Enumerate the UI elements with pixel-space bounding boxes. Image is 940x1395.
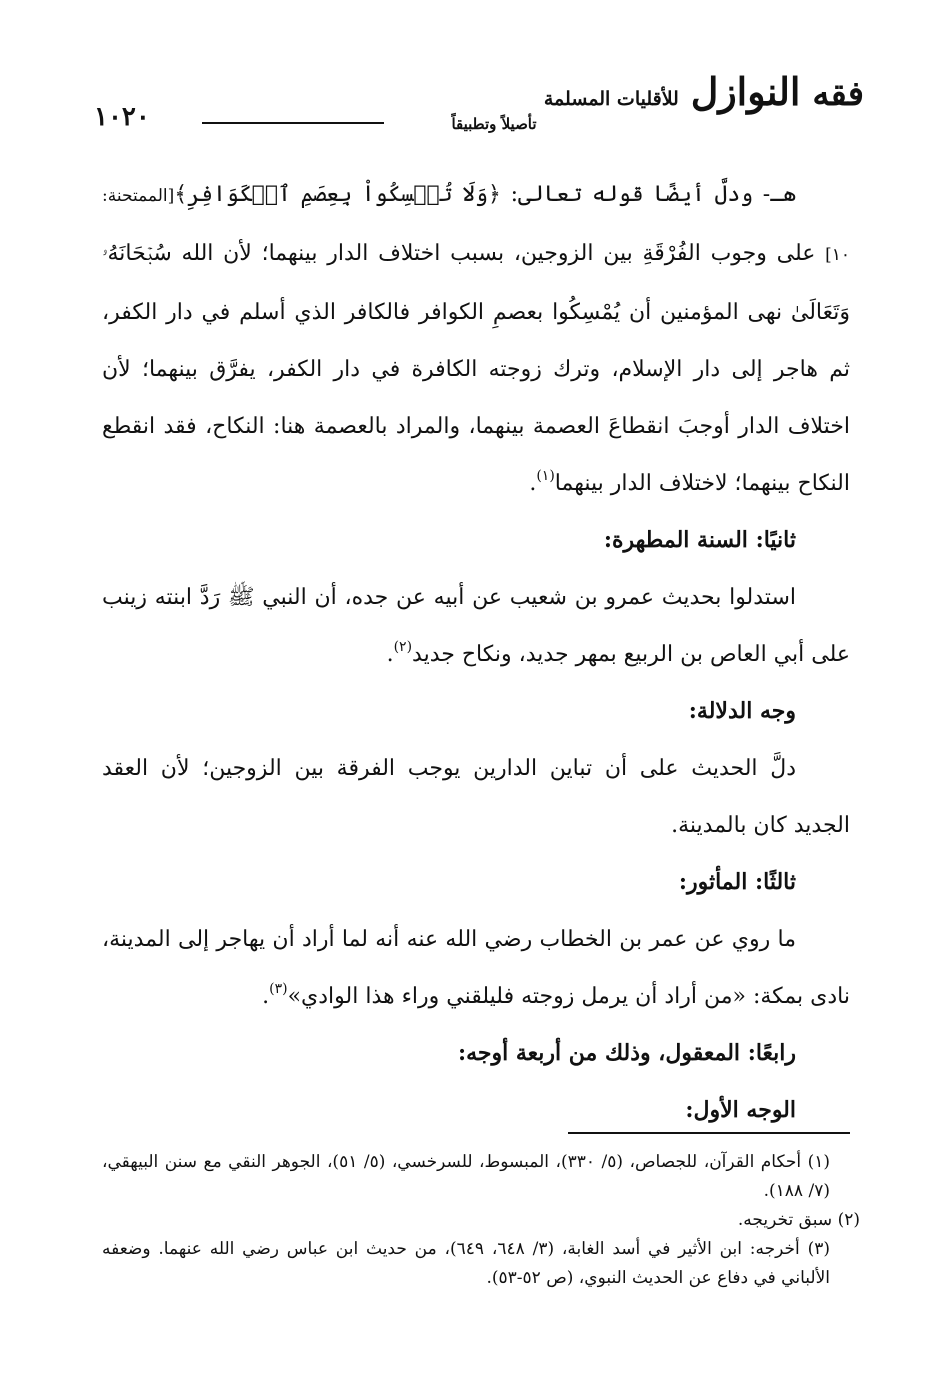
- running-header: [92, 62, 864, 142]
- heading-first-aspect: الوجه الأول:: [685, 1097, 796, 1123]
- verse-reference: [الممتحنة: ١٠]: [102, 186, 850, 265]
- heading-reason: رابعًا: المعقول، وذلك من أربعة أوجه:: [457, 1040, 796, 1066]
- page-number: ١٠٢٠: [94, 102, 150, 132]
- book-title: [386, 69, 864, 119]
- footnote-marker-1: (١): [536, 468, 555, 484]
- paragraph-quran-evidence: [102, 166, 850, 512]
- book-subtitle: تأصيلاً وتطبيقاً: [451, 115, 537, 133]
- book-title-main: النوازل: [690, 69, 801, 114]
- heading-sunnah: ثانيًا: السنة المطهرة:: [603, 527, 796, 553]
- header-rule: [202, 122, 384, 124]
- heading-indication: وجه الدلالة:: [688, 698, 796, 724]
- footnote-marker-2: (٢): [393, 639, 413, 655]
- paragraph-body: على وجوب الفُرْقَةِ بين الزوجين، بسبب اختلاف الدار بينهما؛ لأن الله سُبۡحَانَهُۥ وَتَعَالَىٰ نهى المؤمنين أن يُمْسِكُوا بعصمِ الكوافر فالكافر الذي أسلم في دار الكفر، ثم هاجر إلى دار الإسلام، وترك زوجته الكافرة في دار الكفر، يفرَّق بينهما؛ لأن اختلاف الدار أوجبَ انقطاعَ العصمة بينهما، والمراد بالعصمة هنا: النكاح، فقد انقطع النكاح بينهما؛ لاختلاف الدار بينهما: [102, 241, 850, 496]
- book-title-suffix: للأقليات المسلمة: [543, 88, 679, 110]
- paragraph-end: .: [262, 984, 270, 1009]
- heading-athar: ثالثًا: المأثور:: [678, 869, 796, 895]
- paragraph-athar: [102, 911, 850, 1025]
- footnote-2: (٢) سبق تخريجه.: [737, 1210, 860, 1230]
- footnotes: [102, 1148, 860, 1293]
- footnote-marker-3: (٣): [269, 981, 288, 997]
- paragraph-body: ما روي عن عمر بن الخطاب رضي الله عنه أنه لما أراد أن يهاجر إلى المدينة، نادى بمكة: «من أراد أن يرمل زوجته فليلقني وراء هذا الوادي»: [102, 927, 850, 1009]
- paragraph-lead: هـ- ودلَّ أيضًا قوله تعالى:: [500, 182, 797, 207]
- footnote-separator: [568, 1132, 850, 1134]
- book-title-prefix: فقه: [812, 74, 864, 114]
- paragraph-body: استدلوا بحديث عمرو بن شعيب عن أبيه عن جده، أن النبي ﷺ رَدَّ ابنته زينب على أبي العاص بن الربيع بمهر جديد، ونكاح جديد: [102, 585, 850, 667]
- footnote-3: (٣) أخرجه: ابن الأثير في أسد الغابة، (٣/ ٦٤٨، ٦٤٩)، من حديث ابن عباس رضي الله عنهما. وضعفه الألباني في دفاع عن الحديث النبوي، (ص ٥٢-٥٣).: [102, 1239, 830, 1288]
- paragraph-end: .: [386, 642, 394, 667]
- paragraph-indication: دلَّ الحديث على أن تباين الدارين يوجب الفرقة بين الزوجين؛ لأن العقد الجديد كان بالمدينة.: [102, 756, 850, 838]
- paragraph-end: .: [529, 471, 537, 496]
- quran-verse: ﴿وَلَا تُمۡسِكُواْ بِعِصَمِ ٱلۡكَوَافِرِ﴾: [174, 182, 501, 207]
- main-text: [102, 166, 850, 1139]
- paragraph-hadith: [102, 569, 850, 683]
- footnote-1: (١) أحكام القرآن، للجصاص، (٥/ ٣٣٠)، المبسوط، للسرخسي، (٥/ ٥١)، الجوهر النقي مع سنن البيهقي، (٧/ ١٨٨).: [102, 1152, 830, 1201]
